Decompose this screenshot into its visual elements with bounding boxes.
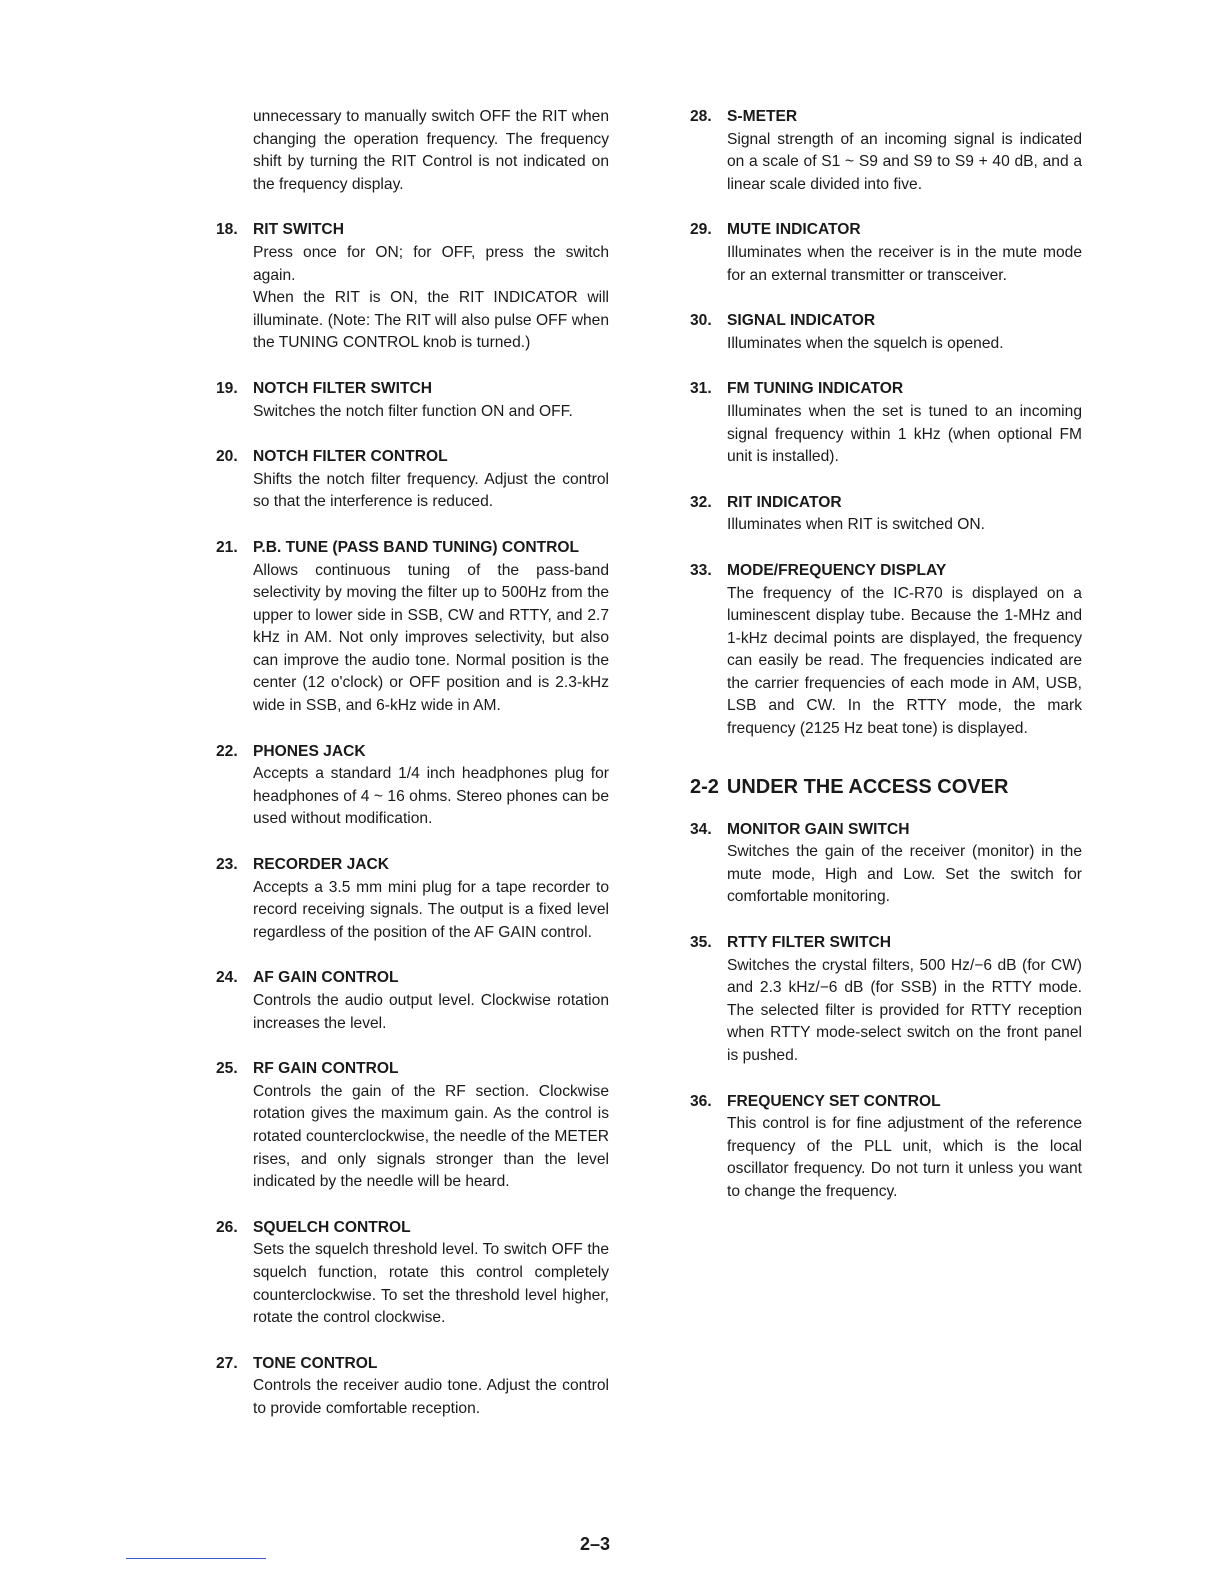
list-item — [216, 967, 609, 1035]
item-title: RIT INDICATOR — [727, 493, 842, 511]
list-item — [216, 1353, 609, 1421]
item-number: 36. — [690, 1092, 712, 1110]
item-paragraph: Switches the gain of the receiver (monitor) in the mute mode, High and Low. Set the switch for comfortable monitoring. — [727, 843, 1082, 906]
item-number: 35. — [690, 934, 712, 952]
item-paragraph: The frequency of the IC-R70 is displayed on a luminescent display tube. Because the 1-MHz and 1-kHz decimal points are displayed, the frequency can easily be read. The frequencies indicated are the carrier frequencies of each mode in AM, USB, LSB and CW. In the RTTY mode, the mark frequency (2125 Hz beat tone) is displayed. — [727, 584, 1082, 738]
list-item — [690, 219, 1082, 287]
list-item — [216, 741, 609, 831]
item-number: 31. — [690, 380, 712, 398]
item-title: P.B. TUNE (PASS BAND TUNING) CONTROL — [253, 538, 580, 556]
item-body — [727, 583, 1082, 741]
item-body — [727, 401, 1082, 469]
item-number: 30. — [690, 312, 712, 330]
item-heading — [690, 560, 1082, 583]
item-paragraph: Controls the gain of the RF section. Clockwise rotation gives the maximum gain. As the control is rotated counterclockwise, the needle of the METER rises, and only signals stronger than the level indicated by the needle will be heard. — [253, 1082, 609, 1191]
item-body — [253, 469, 609, 514]
item-body — [253, 877, 609, 945]
item-paragraph: Switches the notch filter function ON and OFF. — [253, 402, 573, 420]
list-item — [690, 378, 1082, 468]
item-heading — [690, 492, 1082, 515]
item-number: 32. — [690, 493, 712, 511]
item-paragraph: This control is for fine adjustment of the reference frequency of the PLL unit, which is the local oscillator frequency. Do not turn it unless you want to change the frequency. — [727, 1115, 1082, 1200]
item-heading — [216, 1353, 609, 1376]
section-title: UNDER THE ACCESS COVER — [726, 775, 1009, 798]
list-item — [690, 106, 1082, 196]
item-heading — [216, 967, 609, 990]
item-heading — [216, 1058, 609, 1081]
item-paragraph: Allows continuous tuning of the pass-band selectivity by moving the filter up to 500Hz from the upper to lower side in SSB, CW and RTTY, and 2.7 kHz in AM. Not only improves selectivity, but also can improve the audio tone. Normal position is the center (12 o'clock) or OFF position and is 2.3-kHz wide in SSB, and 6-kHz wide in AM. — [253, 561, 609, 715]
item-title: MUTE INDICATOR — [727, 221, 861, 239]
item-heading — [216, 1217, 609, 1240]
item-number: 20. — [216, 448, 238, 466]
item-heading — [690, 310, 1082, 333]
list-item — [216, 1058, 609, 1194]
list-item — [216, 1217, 609, 1330]
item-heading — [690, 819, 1082, 842]
right-column — [690, 106, 1082, 1227]
section-number: 2-2 — [690, 775, 719, 798]
item-body — [727, 841, 1082, 909]
item-paragraph: Illuminates when the set is tuned to an incoming signal frequency within 1 kHz (when optional FM unit is installed). — [727, 402, 1082, 466]
item-title: NOTCH FILTER CONTROL — [253, 448, 448, 466]
continuation-paragraph: unnecessary to manually switch OFF the RIT when changing the operation frequency. The frequency shift by turning the RIT Control is not indicated on the frequency display. — [253, 108, 609, 193]
item-body — [253, 1081, 609, 1194]
item-number: 19. — [216, 379, 238, 397]
item-body — [727, 242, 1082, 287]
item-number: 29. — [690, 221, 712, 239]
item-title: SIGNAL INDICATOR — [727, 312, 876, 330]
item-title: MODE/FREQUENCY DISPLAY — [727, 561, 947, 579]
item-heading — [216, 219, 609, 242]
item-title: NOTCH FILTER SWITCH — [253, 379, 433, 397]
item-heading — [690, 932, 1082, 955]
item-heading — [216, 537, 609, 560]
list-item — [216, 854, 609, 944]
item-number: 24. — [216, 969, 238, 987]
list-item — [690, 819, 1082, 909]
item-heading — [690, 378, 1082, 401]
list-item — [690, 492, 1082, 537]
item-paragraph: Accepts a 3.5 mm mini plug for a tape recorder to record receiving signals. The output is a fixed level regardless of the position of the AF GAIN control. — [253, 878, 609, 941]
item-paragraph: When the RIT is ON, the RIT INDICATOR will illuminate. (Note: The RIT will also pulse OFF when the TUNING CONTROL knob is turned.) — [253, 289, 609, 352]
right-items-top — [690, 106, 1082, 741]
item-title: FM TUNING INDICATOR — [727, 380, 904, 398]
item-paragraph: Shifts the notch filter frequency. Adjust the control so that the interference is reduced. — [253, 470, 609, 511]
item-paragraph: Illuminates when the receiver is in the mute mode for an external transmitter or transceiver. — [727, 243, 1082, 284]
item-heading — [690, 1091, 1082, 1114]
item-heading — [690, 106, 1082, 129]
item-title: AF GAIN CONTROL — [253, 969, 399, 987]
item-number: 27. — [216, 1354, 238, 1372]
item-paragraph: Signal strength of an incoming signal is indicated on a scale of S1 ~ S9 and S9 to S9 + 40 dB, and a linear scale divided into five. — [727, 130, 1082, 193]
item-title: S-METER — [727, 108, 798, 125]
item-body — [253, 242, 609, 355]
item-heading — [690, 219, 1082, 242]
item-title: RTTY FILTER SWITCH — [727, 934, 892, 952]
item-body — [253, 401, 609, 424]
list-item — [690, 560, 1082, 741]
item-title: FREQUENCY SET CONTROL — [727, 1092, 941, 1110]
item-paragraph: Switches the crystal filters, 500 Hz/−6 dB (for CW) and 2.3 kHz/−6 dB (for SSB) in the RTTY mode. The selected filter is provided for RTTY reception when RTTY mode-select switch on the front panel is pushed. — [727, 956, 1082, 1064]
item-number: 28. — [690, 108, 712, 125]
item-heading — [216, 446, 609, 469]
item-paragraph: Illuminates when the squelch is opened. — [727, 334, 1004, 352]
item-paragraph: Accepts a standard 1/4 inch headphones plug for headphones of 4 ~ 16 ohms. Stereo phones can be used without modification. — [253, 765, 609, 828]
item-body — [253, 1375, 609, 1420]
item-title: RIT SWITCH — [253, 221, 344, 239]
item-body — [253, 763, 609, 831]
item-paragraph: Sets the squelch threshold level. To switch OFF the squelch function, rotate this control completely counterclockwise. To set the threshold level higher, rotate the control clockwise. — [253, 1241, 609, 1327]
item-number: 23. — [216, 856, 238, 874]
item-body — [727, 333, 1082, 356]
item-title: PHONES JACK — [253, 742, 366, 760]
item-paragraph: Press once for ON; for OFF, press the switch again. — [253, 243, 609, 284]
list-item — [216, 446, 609, 514]
item-title: RF GAIN CONTROL — [253, 1060, 399, 1078]
item-number: 26. — [216, 1218, 238, 1236]
item-body — [253, 560, 609, 718]
list-item — [690, 310, 1082, 355]
item-body — [727, 955, 1082, 1068]
item-body — [727, 1113, 1082, 1203]
list-item — [216, 219, 609, 355]
item-body — [727, 129, 1082, 197]
section-heading — [690, 775, 1082, 799]
footer-rule — [126, 1558, 266, 1559]
item-number: 25. — [216, 1060, 238, 1078]
item-heading — [216, 378, 609, 401]
left-column — [216, 106, 609, 1444]
list-item — [216, 537, 609, 718]
item-title: MONITOR GAIN SWITCH — [727, 820, 910, 838]
left-items — [216, 219, 609, 1420]
item-number: 22. — [216, 742, 238, 760]
item-title: RECORDER JACK — [253, 856, 390, 874]
item-heading — [216, 854, 609, 877]
list-item — [690, 1091, 1082, 1204]
list-item — [690, 932, 1082, 1068]
right-items-bottom — [690, 819, 1082, 1204]
item-title: SQUELCH CONTROL — [253, 1218, 411, 1236]
item-paragraph: Controls the audio output level. Clockwise rotation increases the level. — [253, 992, 609, 1032]
item-title: TONE CONTROL — [253, 1354, 378, 1372]
item-number: 33. — [690, 561, 712, 579]
item-heading — [216, 741, 609, 764]
item-number: 34. — [690, 820, 712, 838]
page-number: 2–3 — [580, 1534, 611, 1554]
list-item — [216, 378, 609, 423]
item-body — [727, 514, 1082, 537]
item-body — [253, 1239, 609, 1329]
item-number: 18. — [216, 221, 238, 239]
item-number: 21. — [216, 538, 238, 556]
item-paragraph: Controls the receiver audio tone. Adjust the control to provide comfortable reception. — [253, 1377, 609, 1417]
item-paragraph: Illuminates when RIT is switched ON. — [727, 516, 985, 534]
item-body — [253, 990, 609, 1035]
